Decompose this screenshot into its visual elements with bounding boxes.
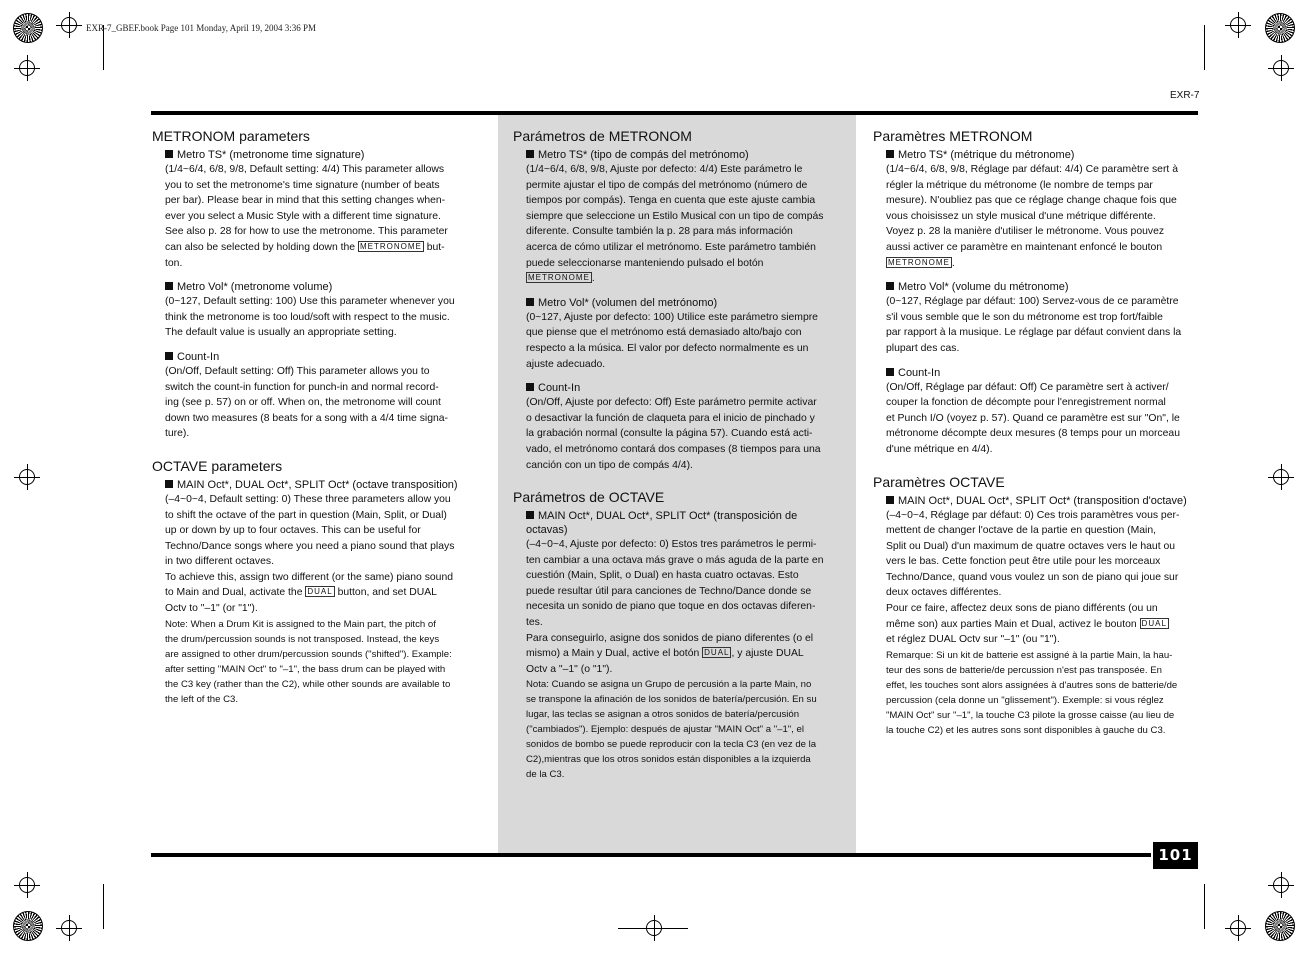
registration-star-top-left (13, 13, 43, 43)
param-title: Metro TS* (metronome time signature) (177, 149, 365, 161)
param-octave (165, 478, 480, 707)
param-octave (526, 509, 841, 782)
param-body: (–4~0~4, Default setting: 0) These three parameters allow you to shift the octave of the part in question (Main, Split, or Dual) up or down by up to four octaves. This can be useful for Techno/Dance songs where you need a piano sound that plays in two different octaves. To achieve this, assign two different (or the same) piano sound to Main and Dual, activate the DUAL button, and set DUAL Octv to "–1" (or "1"). (165, 493, 455, 615)
param-title: Metro Vol* (metronome volume) (177, 281, 333, 294)
registration-mark (19, 469, 35, 485)
section-title: OCTAVE parameters (152, 457, 283, 474)
param-metro-ts (526, 148, 841, 287)
bullet-square-icon (526, 150, 534, 158)
section-title: Paramètres OCTAVE (873, 473, 1005, 490)
crop-line (1204, 25, 1205, 70)
registration-mark (61, 920, 77, 936)
param-metro-ts (165, 148, 480, 271)
metronome-button-label: METRONOME (528, 273, 590, 283)
param-title: MAIN Oct*, DUAL Oct*, SPLIT Oct* (octave transposition) (177, 478, 458, 491)
registration-star-bottom-left (13, 911, 43, 941)
page-number: 101 (1153, 842, 1198, 869)
section-title: METRONOM parameters (152, 128, 310, 144)
note-label: Note: (165, 618, 188, 630)
param-metro-vol (526, 296, 841, 372)
param-title: Count-In (177, 350, 220, 363)
dual-button-label: DUAL (704, 648, 730, 658)
param-title: Metro Vol* (volume du métronome) (898, 281, 1069, 294)
param-count-in (886, 366, 1201, 458)
note: Remarque: Si un kit de batterie est assigné à la partie Main, la hau- teur des sons de batterie/de percussion n'est pas transposée. En effet, les touches sont alors assignées à d'autres sons de batterie/de percussion (cela donne un "glissement"). Exemple: si vous réglez "MAIN Oct" sur "–1", la touche C3 pilote la grosse caisse (au lieu de la touche C2) et les autres sons sont disponibles à gauche du C3. (886, 649, 1178, 736)
param-body: (1/4~6/4, 6/8, 9/8, Réglage par défaut: 4/4) Ce paramètre sert à régler la métrique du métronome (le nombre de temps par mesure). N'oubliez pas que ce réglage change chaque fois que vous choisissez un style musical d'une métrique différente. Voyez p. 28 la manière d'utiliser le métronome. Vous pouvez aussi activer ce paramètre en maintenant enfoncé le bouton METRONOME . (886, 164, 1178, 269)
metronome-button-label: METRONOME (359, 241, 422, 251)
metronome-button-label: METRONOME (888, 257, 950, 267)
param-body: (0~127, Réglage par défaut: 100) Servez-vous de ce paramètre s'il vous semble que le son du métronome est trop fort/faible par rapport à la musique. Le réglage par défaut convient dans la plupart des cas. (886, 296, 1182, 354)
note-label: Nota: (526, 679, 549, 691)
bullet-square-icon (886, 282, 894, 290)
bullet-square-icon (526, 383, 534, 391)
bullet-square-icon (886, 368, 894, 376)
param-metro-ts (886, 148, 1201, 271)
param-metro-vol (886, 280, 1201, 356)
note-label: Remarque: (886, 649, 934, 661)
param-title: MAIN Oct*, DUAL Oct*, SPLIT Oct* (transposición de octavas) (526, 510, 798, 537)
note: Note: When a Drum Kit is assigned to the Main part, the pitch of the drum/percussion sounds is not transposed. Instead, the keys are assigned to other drum/percussion sounds ("shifted"). Example: after setting "MAIN Oct" to "–1", the bass drum can be played with the C3 key (rather than the C2), while other sounds are available to the left of the C3. (165, 618, 452, 705)
bullet-square-icon (886, 150, 894, 158)
registration-mark (1230, 17, 1246, 33)
registration-star-bottom-right (1265, 911, 1295, 941)
param-title: Count-In (898, 366, 941, 379)
bullet-square-icon (165, 150, 173, 158)
bullet-square-icon (526, 298, 534, 306)
file-info: EXR-7_GBEF.book Page 101 Monday, April 19, 2004 3:36 PM (86, 23, 316, 33)
registration-mark (1273, 60, 1289, 76)
param-body: (On/Off, Ajuste por defecto: Off) Este parámetro permite activar o desactivar la función de claqueta para el inicio de pinchado y la grabación normal (consulte la página 57). Cuando está acti- vado, el metrónomo contará dos compases (8 tiempos para una canción con un tipo de compás 4/4). (526, 397, 821, 471)
bullet-square-icon (165, 282, 173, 290)
param-title: Count-In (538, 382, 581, 395)
param-body: (0~127, Default setting: 100) Use this parameter whenever you think the metronome is too loud/soft with respect to the music. The default value is usually an appropriate setting. (165, 296, 455, 339)
param-body: (On/Off, Default setting: Off) This parameter allows you to switch the count-in function for punch-in and normal record- ing (see p. 57) on or off. When on, the metronome will count down two measures (8 beats for a song with a 4/4 time signa- ture). (165, 365, 448, 440)
param-title: MAIN Oct*, DUAL Oct*, SPLIT Oct* (transposition d'octave) (898, 494, 1187, 507)
registration-mark (1230, 920, 1246, 936)
section-title: Paramètres METRONOM (873, 128, 1033, 144)
bullet-square-icon (526, 511, 534, 519)
bullet-square-icon (165, 352, 173, 360)
param-title: Metro Vol* (volumen del metrónomo) (538, 296, 718, 309)
param-title: Metro TS* (tipo de compás del metrónomo) (538, 149, 749, 161)
param-octave (886, 494, 1201, 738)
section-title: Parámetros de OCTAVE (513, 489, 665, 506)
registration-mark (19, 60, 35, 76)
param-body: (1/4~6/4, 6/8, 9/8, Default setting: 4/4) This parameter allows you to set the metronome's time signature (number of beats per bar). Please bear in mind that this setting changes when- ever you select a Music Style with a different time signature. See also p. 28 for how to use the metronome. This parameter can also be selected by holding down the METRONOME but- ton. (165, 164, 448, 269)
param-body: (–4~0~4, Ajuste por defecto: 0) Estos tres parámetros le permi- ten cambiar a una octava más grave o más aguda de la parte en cuestión (Main, Split, o Dual) en hasta cuatro octavas. Esto puede resultar útil para canciones de Techno/Dance donde se necesita un sonido de piano que toque en dos octavas diferen- tes. Para conseguirlo, asigne dos sonidos de piano diferentes (o el mismo) a Main y Dual, active el botón DUAL , y ajuste DUAL Octv a "–1" (o "1"). (526, 539, 824, 675)
registration-mark (1273, 469, 1289, 485)
note: Nota: Cuando se asigna un Grupo de percusión a la parte Main, no se transpone la afinación de los sonidos de batería/percusión. En su lugar, las teclas se asignan a otros sonidos de batería/percusión ("cambiados"). Ejemplo: después de ajustar "MAIN Oct" a "–1", el sonidos de bombo se puede reproducir con la tecla C3 (en vez de la C2),mientras que los otros sonidos están disponibles a la izquierda de la C3. (526, 679, 817, 781)
registration-mark (61, 17, 77, 33)
param-body: (0~127, Ajuste por defecto: 100) Utilice este parámetro siempre que piense que el metrónomo está demasiado alto/bajo con respecto a la música. El valor por defecto normalmente es un ajuste adecuado. (526, 311, 818, 370)
bullet-square-icon (165, 480, 173, 488)
crop-line (103, 884, 104, 929)
dual-button-label: DUAL (307, 587, 333, 597)
bullet-square-icon (886, 496, 894, 504)
spanish-column (513, 128, 841, 791)
crop-line (1204, 884, 1205, 929)
param-title: Metro TS* (métrique du métronome) (898, 149, 1075, 161)
crop-line (618, 928, 688, 929)
french-column (873, 128, 1201, 747)
dual-button-label: DUAL (1141, 618, 1167, 628)
param-metro-vol (165, 280, 480, 341)
param-count-in (526, 381, 841, 473)
registration-mark (1273, 877, 1289, 893)
registration-star-top-right (1265, 13, 1295, 43)
param-body: (–4~0~4, Réglage par défaut: 0) Ces trois paramètres vous per- mettent de changer l'octave de la partie en question (Main, Split ou Dual) d'un maximum de quatre octaves vers le haut ou vers le bas. Cette fonction peut être utile pour les morceaux Techno/Dance, quand vous voulez un son de piano qui joue sur deux octaves différentes. Pour ce faire, affectez deux sons de piano différents (ou un même son) aux parties Main et Dual, activez le bouton DUAL et réglez DUAL Octv sur "–1" (ou "1"). (886, 509, 1180, 646)
param-body: (On/Off, Réglage par défaut: Off) Ce paramètre sert à activer/ couper la fonction de décompte pour l'enregistrement normal et Punch I/O (voyez p. 57). Quand ce paramètre est sur "On", le métronome décompte deux mesures (8 temps pour un morceau d'une métrique en 4/4). (886, 381, 1180, 455)
registration-mark (19, 877, 35, 893)
bottom-rule (151, 853, 1151, 857)
section-title: Parámetros de METRONOM (513, 128, 692, 144)
model-name: EXR-7 (1170, 90, 1200, 101)
english-column (152, 128, 480, 716)
param-body: (1/4~6/4, 6/8, 9/8, Ajuste por defecto: 4/4) Este parámetro le permite ajustar el tipo de compás del metrónomo (número de tiempos por compás). Tenga en cuenta que este ajuste cambia siempre que seleccione un Estilo Musical con un tipo de compás diferente. Consulte también la p. 28 para más información acerca de cómo utilizar el metrónomo. Este parámetro también puede seleccionarse manteniendo pulsado el botón METRONOME . (526, 164, 824, 285)
param-count-in (165, 350, 480, 442)
